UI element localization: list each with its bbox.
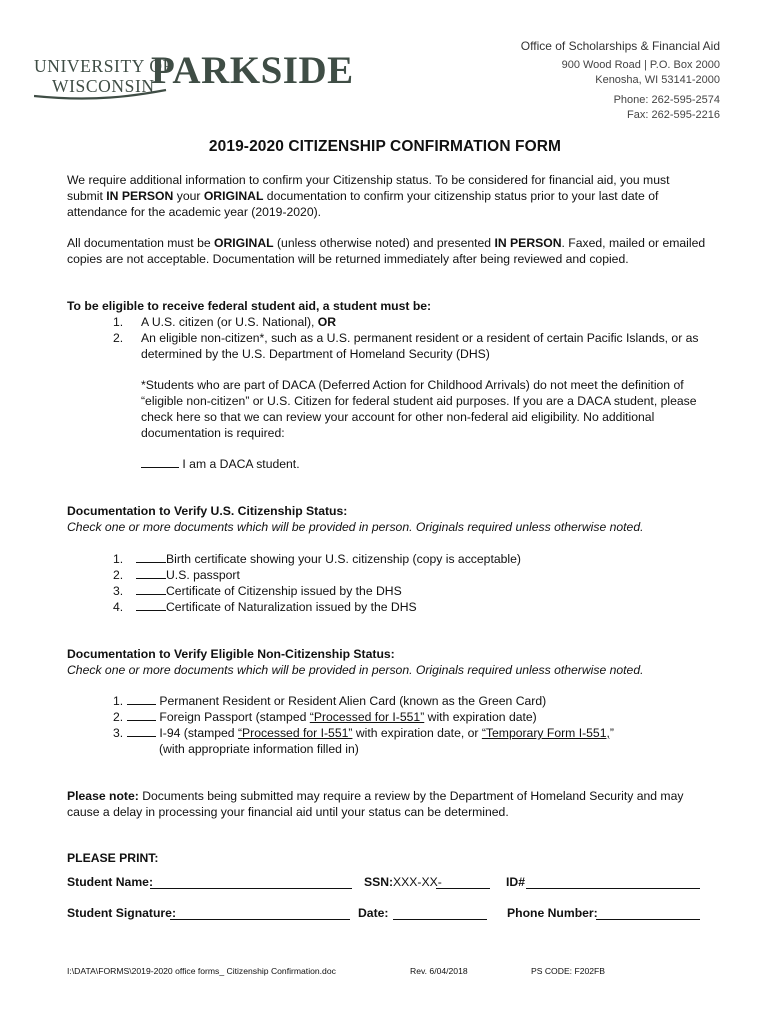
- student-name-field[interactable]: [150, 888, 352, 889]
- eligibility-heading: To be eligible to receive federal student aid, a student must be:: [67, 299, 432, 313]
- list-item[interactable]: 2. U.S. passport: [113, 568, 240, 582]
- footer-revision: Rev. 6/04/2018: [410, 966, 468, 976]
- list-item[interactable]: 1. Permanent Resident or Resident Alien Card (known as the Green Card): [113, 694, 547, 708]
- list-item[interactable]: 3. Certificate of Citizenship issued by the DHS: [113, 584, 402, 598]
- logo-wisconsin: WISCONSIN: [52, 76, 155, 96]
- noncitizen-list: [67, 693, 707, 757]
- list-item[interactable]: 1. Birth certificate showing your U.S. citizenship (copy is acceptable): [113, 552, 521, 566]
- phone-number-label: Phone Number:: [507, 906, 598, 920]
- please-note: Please note: Documents being submitted may require a review by the Department of Homeland Security and may cause a delay in processing your financial aid until your status can be determined.: [67, 789, 684, 819]
- daca-note: *Students who are part of DACA (Deferred Action for Childhood Arrivals) do not meet the definition of “eligible non-citizen” or U.S. Citizen for federal student aid purposes. If you are a DACA student, please check here so that we can review your account for other non-federal aid eligibility. No additional documentation is required:: [141, 378, 697, 440]
- ssn-label: SSN:: [364, 875, 394, 889]
- daca-checkbox-line[interactable]: I am a DACA student.: [141, 456, 300, 472]
- office-address-1: 900 Wood Road | P.O. Box 2000: [561, 59, 720, 71]
- office-phone: Phone: 262-595-2574: [613, 94, 720, 106]
- intro-paragraph-1: We require additional information to confirm your Citizenship status. To be considered for financial aid, you must submit IN PERSON your ORIGINAL documentation to confirm your citizenship status prior to your last date of attendance for the academic year (2019-2020).: [67, 173, 670, 219]
- noncitizen-subheading: Check one or more documents which will be provided in person. Originals required unless otherwise noted.: [67, 663, 644, 677]
- university-logo: [34, 40, 374, 106]
- student-name-label: Student Name:: [67, 875, 153, 889]
- student-signature-field[interactable]: [170, 919, 350, 920]
- intro-paragraph-2: All documentation must be ORIGINAL (unless otherwise noted) and presented IN PERSON. Faxed, mailed or emailed copies are not acceptable. Documentation will be returned immediately after being reviewed and copied.: [67, 236, 706, 266]
- logo-parkside: PARKSIDE: [151, 49, 354, 92]
- citizenship-subheading: Check one or more documents which will be provided in person. Originals required unless otherwise noted.: [67, 520, 644, 534]
- noncitizen-heading: Documentation to Verify Eligible Non-Citizenship Status:: [67, 647, 395, 661]
- ssn-prefix: XXX-XX-: [393, 875, 442, 889]
- form-title: 2019-2020 CITIZENSHIP CONFIRMATION FORM: [208, 138, 562, 155]
- list-item[interactable]: 2. Foreign Passport (stamped “Processed for I-551” with expiration date): [113, 710, 537, 724]
- office-contact: [521, 38, 720, 122]
- daca-blank[interactable]: [141, 456, 179, 468]
- phone-number-field[interactable]: [596, 919, 700, 920]
- ssn-field[interactable]: [436, 888, 490, 889]
- please-print-label: PLEASE PRINT:: [67, 851, 159, 865]
- footer-ps-code: PS CODE: F202FB: [531, 966, 606, 976]
- office-fax: Fax: 262-595-2216: [627, 108, 720, 121]
- date-field[interactable]: [393, 919, 487, 920]
- id-field[interactable]: [526, 888, 700, 889]
- student-signature-label: Student Signature:: [67, 906, 177, 920]
- list-item[interactable]: 4. Certificate of Naturalization issued by the DHS: [113, 600, 417, 614]
- list-item[interactable]: 3. I-94 (stamped “Processed for I-551” with expiration date, or “Temporary Form I-551,”: [113, 726, 614, 740]
- office-address-2: Kenosha, WI 53141-2000: [595, 73, 720, 86]
- citizenship-list: [67, 551, 707, 615]
- office-name: Office of Scholarships & Financial Aid: [520, 39, 720, 53]
- footer-file-path: I:\DATA\FORMS\2019-2020 office forms_ Citizenship Confirmation.doc: [67, 966, 336, 976]
- noncitizen-item-3-continued: (with appropriate information filled in): [159, 742, 359, 756]
- logo-university-of: UNIVERSITY OF: [34, 56, 173, 76]
- citizenship-heading: Documentation to Verify U.S. Citizenship Status:: [67, 504, 348, 518]
- id-label: ID#: [506, 875, 525, 889]
- date-label: Date:: [358, 906, 389, 920]
